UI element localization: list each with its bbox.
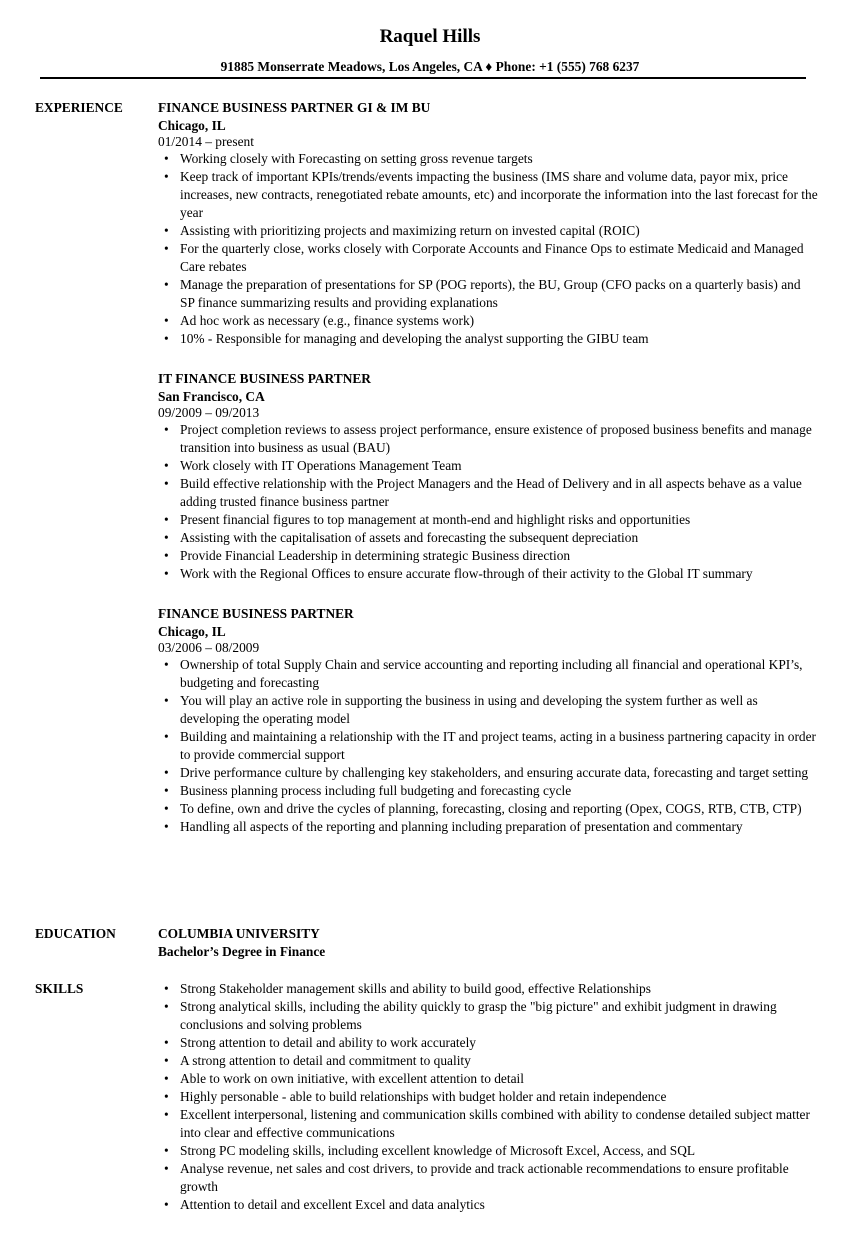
degree: Bachelor’s Degree in Finance	[158, 944, 326, 959]
list-item: • Build effective relationship with the Project Managers and the Head of Delivery and in all aspects behave as a value adding trusted finance business partner	[158, 475, 818, 511]
job-title: IT FINANCE BUSINESS PARTNER	[158, 371, 371, 386]
job-entry	[158, 370, 818, 583]
list-item: • Assisting with the capitalisation of assets and forecasting the subsequent depreciation	[158, 529, 818, 547]
list-item: • A strong attention to detail and commitment to quality	[158, 1052, 818, 1070]
list-item: • Excellent interpersonal, listening and communication skills combined with ability to condense detailed subject matter into clear and effective communications	[158, 1106, 818, 1142]
list-item: • Provide Financial Leadership in determining strategic Business direction	[158, 547, 818, 565]
header-divider	[40, 77, 806, 79]
list-item: • Attention to detail and excellent Excel and data analytics	[158, 1196, 818, 1214]
job-location: San Francisco, CA	[158, 389, 265, 404]
job-dates: 09/2009 – 09/2013	[158, 405, 260, 420]
list-item: • Manage the preparation of presentations for SP (POG reports), the BU, Group (CFO packs on a quarterly basis) and SP finance summarizing results and providing explanations	[158, 276, 818, 312]
list-item: • Ownership of total Supply Chain and service accounting and reporting including all financial and operational KPI’s, budgeting and forecasting	[158, 656, 818, 692]
list-item: • Business planning process including full budgeting and forecasting cycle	[158, 782, 818, 800]
list-item: • Strong Stakeholder management skills and ability to build good, effective Relationships	[158, 980, 818, 998]
list-item: • Present financial figures to top management at month-end and highlight risks and opportunities	[158, 511, 818, 529]
list-item: • Strong attention to detail and ability to work accurately	[158, 1034, 818, 1052]
experience-body	[158, 99, 818, 858]
job-title: FINANCE BUSINESS PARTNER GI & IM BU	[158, 100, 431, 115]
list-item: • For the quarterly close, works closely with Corporate Accounts and Finance Ops to estimate Medicaid and Managed Care rebates	[158, 240, 818, 276]
job-bullets	[158, 656, 818, 836]
job-location: Chicago, IL	[158, 624, 226, 639]
school-name: COLUMBIA UNIVERSITY	[158, 926, 320, 941]
list-item: • Highly personable - able to build relationships with budget holder and retain independence	[158, 1088, 818, 1106]
job-bullets	[158, 150, 818, 348]
candidate-name: Raquel Hills	[379, 26, 481, 47]
section-title-skills: SKILLS	[35, 981, 84, 996]
list-item: • Work closely with IT Operations Management Team	[158, 457, 818, 475]
list-item: • Able to work on own initiative, with excellent attention to detail	[158, 1070, 818, 1088]
job-entry	[158, 605, 818, 836]
list-item: • Building and maintaining a relationship with the IT and project teams, acting in a business partnering capacity in order to provide commercial support	[158, 728, 818, 764]
skills-body	[158, 980, 818, 1214]
list-item: • Ad hoc work as necessary (e.g., finance systems work)	[158, 312, 818, 330]
job-location: Chicago, IL	[158, 118, 226, 133]
skills-list	[158, 980, 818, 1214]
job-dates: 03/2006 – 08/2009	[158, 640, 260, 655]
list-item: • You will play an active role in supporting the business in using and developing the system further as well as developing the operating model	[158, 692, 818, 728]
list-item: • Strong analytical skills, including the ability quickly to grasp the "big picture" and exhibit judgment in drawing conclusions and solving problems	[158, 998, 818, 1034]
list-item: • Handling all aspects of the reporting and planning including preparation of presentation and commentary	[158, 818, 818, 836]
job-dates: 01/2014 – present	[158, 134, 254, 149]
list-item: • Analyse revenue, net sales and cost drivers, to provide and track actionable recommendations to ensure profitable growth	[158, 1160, 818, 1196]
list-item: • To define, own and drive the cycles of planning, forecasting, closing and reporting (Opex, COGS, RTB, CTB, CTP)	[158, 800, 818, 818]
job-bullets	[158, 421, 818, 583]
job-entry	[158, 99, 818, 348]
list-item: • Assisting with prioritizing projects and maximizing return on invested capital (ROIC)	[158, 222, 818, 240]
list-item: • 10% - Responsible for managing and developing the analyst supporting the GIBU team	[158, 330, 818, 348]
job-title: FINANCE BUSINESS PARTNER	[158, 606, 354, 621]
list-item: • Strong PC modeling skills, including excellent knowledge of Microsoft Excel, Access, and SQL	[158, 1142, 818, 1160]
list-item: • Keep track of important KPIs/trends/events impacting the business (IMS share and volume data, payor mix, price increases, new contracts, renegotiated rebate amounts, etc) and incorporate the information into the last forecast for the year	[158, 168, 818, 222]
list-item: • Project completion reviews to assess project performance, ensure existence of proposed business benefits and manage transition into business as usual (BAU)	[158, 421, 818, 457]
resume-header	[0, 0, 860, 75]
list-item: • Working closely with Forecasting on setting gross revenue targets	[158, 150, 818, 168]
list-item: • Work with the Regional Offices to ensure accurate flow-through of their activity to the Global IT summary	[158, 565, 818, 583]
section-title-experience: EXPERIENCE	[35, 100, 123, 115]
contact-line: 91885 Monserrate Meadows, Los Angeles, CA ♦ Phone: +1 (555) 768 6237	[220, 59, 640, 74]
section-title-education: EDUCATION	[35, 926, 116, 941]
list-item: • Drive performance culture by challenging key stakeholders, and ensuring accurate data, forecasting and target setting	[158, 764, 818, 782]
education-body	[158, 925, 818, 960]
